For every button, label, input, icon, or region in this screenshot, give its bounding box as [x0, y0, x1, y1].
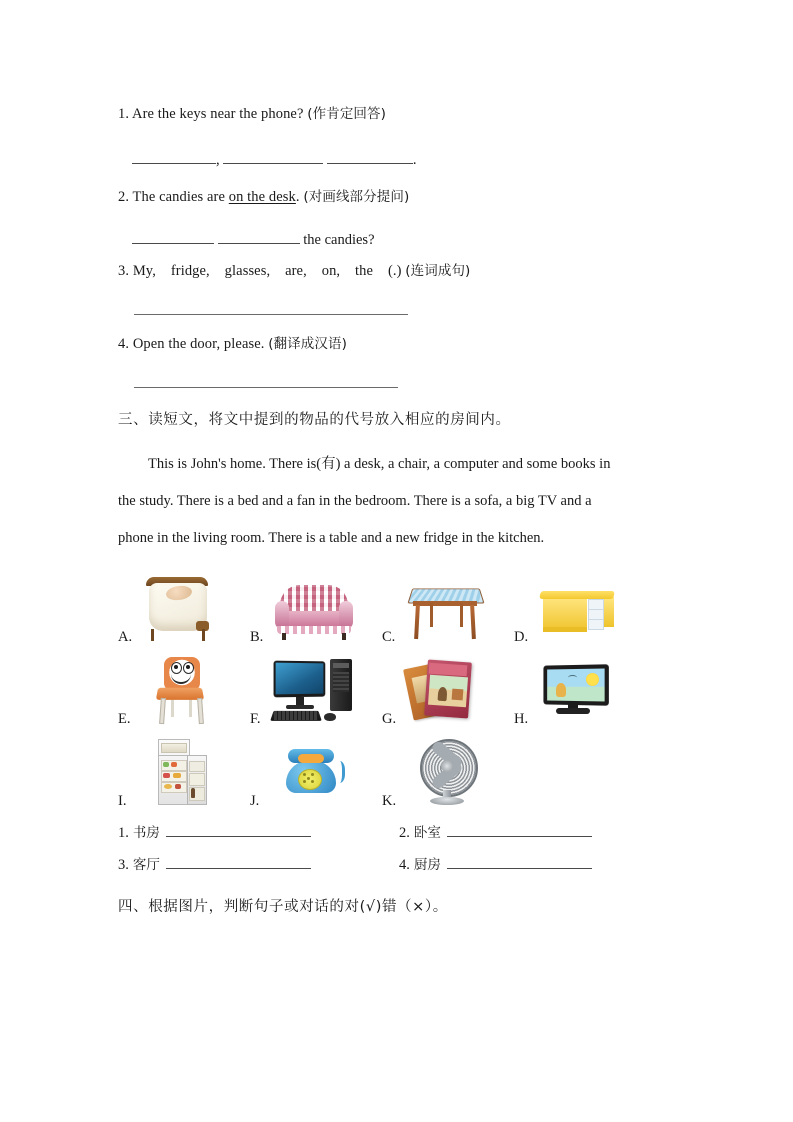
- sofa-image: [272, 571, 358, 647]
- room-answer-kitchen[interactable]: [399, 853, 680, 874]
- question-4: [118, 334, 680, 356]
- picture-letter-k: K.: [382, 792, 397, 809]
- question-3-number: 3.: [118, 262, 130, 279]
- computer-image: [272, 653, 358, 729]
- question-4-number: 4.: [118, 336, 130, 353]
- question-2-underlined-part: on the desk: [228, 189, 296, 206]
- picture-letter-i: I.: [118, 792, 127, 809]
- question-2: [118, 187, 680, 209]
- answer-blank-1a[interactable]: [132, 151, 216, 164]
- chair-image: [140, 653, 226, 729]
- answer-blank-1c[interactable]: [327, 151, 413, 164]
- question-2-answer-blanks[interactable]: [118, 231, 680, 248]
- room-answer-number-4: 4.: [399, 856, 410, 873]
- question-3-words: My, fridge, glasses, are, on, the (.): [132, 262, 402, 279]
- picture-letter-j: J.: [250, 792, 260, 809]
- picture-option-j[interactable]: [250, 735, 382, 811]
- room-answer-number-3: 3.: [118, 856, 129, 873]
- question-4-instruction: (翻译成汉语): [268, 336, 347, 353]
- question-2-instruction: (对画线部分提问): [303, 189, 410, 206]
- picture-letter-b: B.: [250, 628, 264, 645]
- room-answer-blank-2[interactable]: [447, 823, 592, 837]
- question-2-answer-tail: the candies?: [303, 232, 375, 248]
- room-answer-row-2: [118, 853, 680, 885]
- question-2-number: 2.: [118, 189, 130, 206]
- picture-option-i[interactable]: [118, 735, 250, 811]
- picture-option-c[interactable]: [382, 571, 514, 647]
- passage-line-3: phone in the living room. There is a table and a new fridge in the kitchen.: [118, 529, 545, 546]
- picture-option-a[interactable]: [118, 571, 250, 647]
- picture-option-d[interactable]: [514, 571, 646, 647]
- table-image: [404, 571, 490, 647]
- picture-option-b[interactable]: [250, 571, 382, 647]
- question-4-english: Open the door, please.: [132, 336, 265, 353]
- question-1-english: Are the keys near the phone?: [132, 106, 304, 122]
- question-1-answer-blanks[interactable]: , .: [118, 151, 680, 168]
- room-answer-number-2: 2.: [399, 824, 410, 841]
- question-1-instruction: (作肯定回答): [307, 106, 386, 122]
- answer-blank-2a[interactable]: [132, 231, 214, 244]
- room-answer-living-room[interactable]: [118, 853, 399, 874]
- room-answer-blank-4[interactable]: [447, 855, 592, 869]
- room-label-kitchen: 厨房: [413, 856, 441, 873]
- picture-letter-g: G.: [382, 710, 397, 727]
- worksheet-content: [118, 104, 680, 916]
- picture-letter-f: F.: [250, 710, 261, 727]
- picture-letter-e: E.: [118, 710, 131, 727]
- room-label-study: 书房: [132, 824, 160, 841]
- question-1: [118, 104, 680, 126]
- picture-letter-h: H.: [514, 710, 529, 727]
- phone-image: [272, 735, 358, 811]
- room-answer-blank-3[interactable]: [166, 855, 311, 869]
- picture-row-2: [118, 647, 680, 729]
- reading-passage: [118, 446, 678, 557]
- room-answer-row-1: [118, 821, 680, 853]
- picture-letter-c: C.: [382, 628, 396, 645]
- passage-line-2: the study. There is a bed and a fan in the bedroom. There is a sofa, a big TV and a: [118, 492, 592, 509]
- books-image: [404, 653, 490, 729]
- question-3-instruction: (连词成句): [405, 262, 471, 279]
- section-three-heading: 三、读短文，将文中提到的物品的代号放入相应的房间内。: [118, 412, 511, 428]
- question-1-number: 1.: [118, 106, 130, 122]
- picture-row-1: [118, 565, 680, 647]
- picture-option-h[interactable]: [514, 653, 646, 729]
- picture-letter-d: D.: [514, 628, 529, 645]
- passage-line-1-text: This is John's home. There is(有) a desk, a chair, a computer and some books in: [148, 456, 611, 472]
- picture-letter-a: A.: [118, 628, 133, 645]
- room-answer-study[interactable]: [118, 821, 399, 842]
- question-2-text-after: .: [295, 189, 300, 206]
- question-3: [118, 261, 680, 283]
- fan-image: [404, 735, 490, 811]
- room-answer-number-1: 1.: [118, 824, 129, 841]
- room-label-bedroom: 卧室: [413, 824, 441, 841]
- room-answer-bedroom[interactable]: [399, 821, 680, 842]
- answer-blank-1b[interactable]: [223, 151, 323, 164]
- picture-option-f[interactable]: [250, 653, 382, 729]
- room-answer-blank-1[interactable]: [166, 823, 311, 837]
- answer-blank-2b[interactable]: [218, 231, 300, 244]
- desk-image: [536, 571, 622, 647]
- picture-option-e[interactable]: [118, 653, 250, 729]
- picture-option-k[interactable]: [382, 735, 514, 811]
- section-four-heading: 四、根据图片，判断句子或对话的对(√)错（×）。: [118, 898, 448, 915]
- tv-image: [536, 653, 622, 729]
- room-answer-grid: [118, 821, 680, 885]
- room-label-living-room: 客厅: [132, 856, 160, 873]
- picture-row-3: [118, 729, 680, 811]
- picture-option-g[interactable]: [382, 653, 514, 729]
- fridge-image: [140, 735, 226, 811]
- question-2-text-before: The candies are: [132, 189, 229, 206]
- bed-image: [140, 571, 226, 647]
- passage-line-1: [118, 446, 678, 483]
